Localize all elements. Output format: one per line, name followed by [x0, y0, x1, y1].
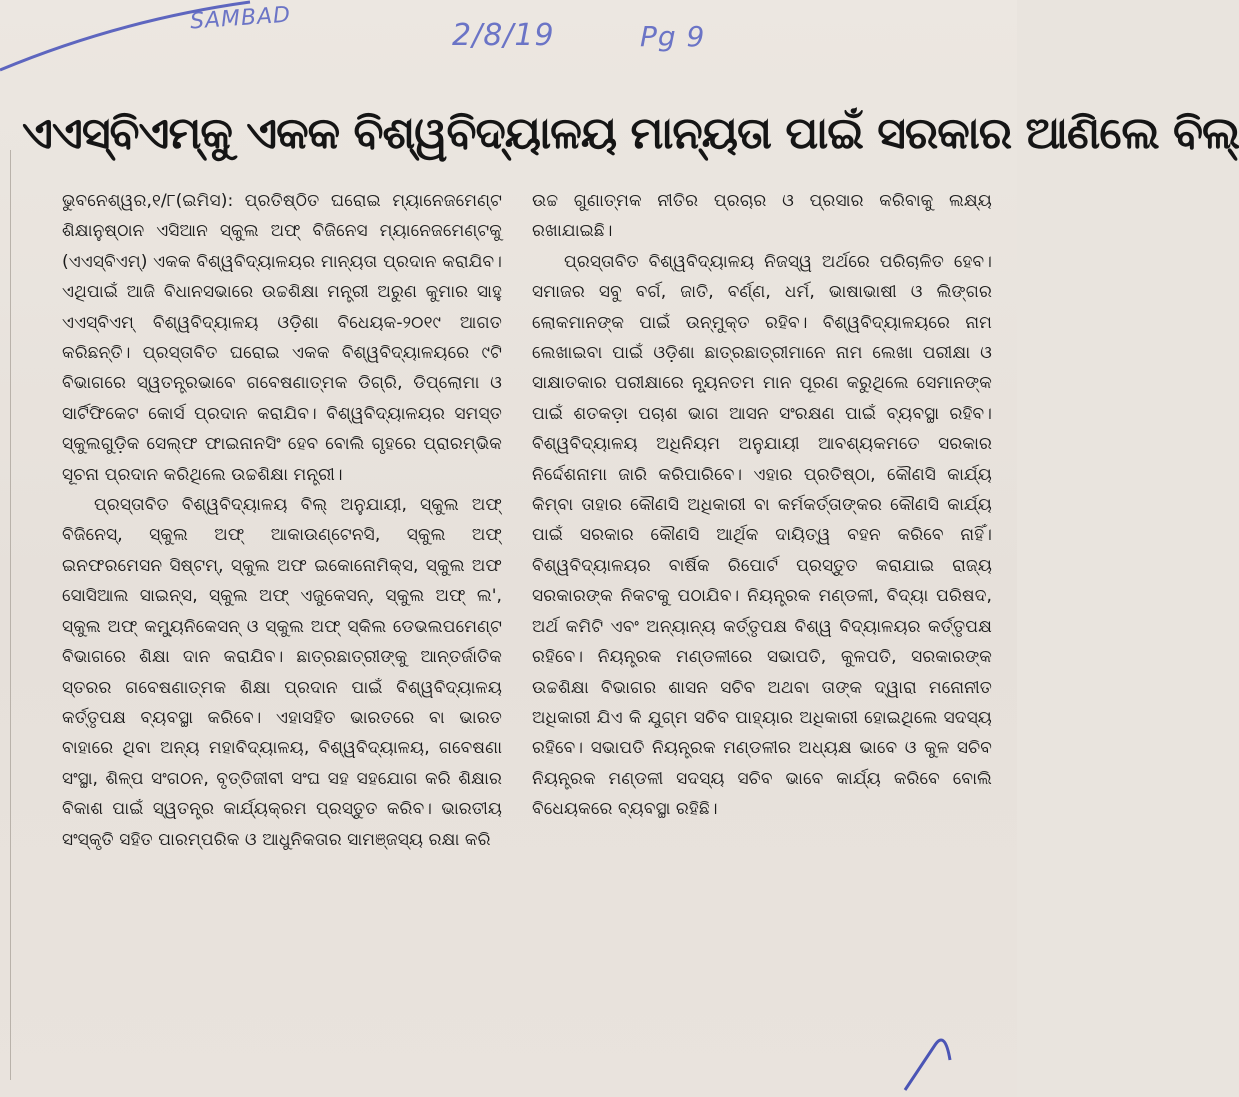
article-paragraph: ଭୁବନେଶ୍ୱର,୧/୮(ଇମିସ): ପ୍ରତିଷ୍ଠିତ ଘରୋଇ ମ୍ୟାନେଜମେଣ୍ଟ ଶିକ୍ଷାନୁଷ୍ଠାନ ଏସିଆନ ସ୍କୁଲ ଅଫ୍ ବିଜିନେସ ମ୍ୟାନେଜମେଣ୍ଟକୁ (ଏଏସ୍‌ବିଏମ୍) ଏକକ ବିଶ୍ୱବିଦ୍ୟାଳୟର ମାନ୍ୟତା ପ୍ରଦାନ କରାଯିବ। ଏଥିପାଇଁ ଆଜି ବିଧାନସଭାରେ ଉଚ୍ଚଶିକ୍ଷା ମନ୍ତ୍ରୀ ଅରୁଣ କୁମାର ସାହୁ ଏଏସ୍‌ବିଏମ୍ ବିଶ୍ୱବିଦ୍ୟାଳୟ ଓଡ଼ିଶା ବିଧେୟକ-୨୦୧୯ ଆଗତ କରିଛନ୍ତି। ପ୍ରସ୍ତାବିତ ଘରୋଇ ଏକକ ବିଶ୍ୱବିଦ୍ୟାଳୟରେ ୯ଟି ବିଭାଗରେ ସ୍ୱତନ୍ତ୍ରଭାବେ ଗବେଷଣାତ୍ମକ ଡିଗ୍ରି, ଡିପ୍ଲୋମା ଓ ସାର୍ଟିଫିକେଟ କୋର୍ସ ପ୍ରଦାନ କରାଯିବ। ବିଶ୍ୱବିଦ୍ୟାଳୟର ସମସ୍ତ ସ୍କୁଲଗୁଡ଼ିକ ସେଲ୍ଫ ଫାଇନାନସିଂ ହେବ ବୋଲି ଗୃହରେ ପ୍ରାରମ୍ଭିକ ସୂଚନା ପ୍ରଦାନ କରିଥିଲେ ଉଚ୍ଚଶିକ୍ଷା ମନ୍ତ୍ରୀ। — [62, 191, 502, 485]
page-stamp: Pg 9 — [640, 20, 706, 53]
article-paragraph: ପ୍ରସ୍ତାବିତ ବିଶ୍ୱବିଦ୍ୟାଳୟ ବିଲ୍ ଅନୁଯାୟୀ, ସ୍କୁଲ ଅଫ୍ ବିଜିନେସ୍, ସ୍କୁଲ ଅଫ୍ ଆକାଉଣ୍ଟେନସି, ସ୍କୁଲ ଅଫ୍ ଇନଫରମେସନ ସିଷ୍ଟମ୍, ସ୍କୁଲ ଅଫ ଇକୋନୋମିକ୍ସ, ସ୍କୁଲ ଅଫ ସୋସିଆଲ ସାଇନ୍ସ, ସ୍କୁଲ ଅଫ୍ ଏଜୁକେସନ୍, ସ୍କୁଲ ଅଫ୍ ଲ', ସ୍କୁଲ ଅଫ୍ କମ୍ୟୁନିକେସନ୍ ଓ ସ୍କୁଲ ଅଫ୍ ସ୍କିଲ ଡେଭଲପମେଣ୍ଟ ବିଭାଗରେ ଶିକ୍ଷା ଦାନ କରାଯିବ। ଛାତ୍ରଛାତ୍ରୀଙ୍କୁ ଆନ୍ତର୍ଜାତିକ ସ୍ତରର ଗବେଷଣାତ୍ମକ ଶିକ୍ଷା ପ୍ରଦାନ ପାଇଁ ବିଶ୍ୱବିଦ୍ୟାଳୟ କର୍ତ୍ତୃପକ୍ଷ ବ୍ୟବସ୍ଥା କରିବେ। ଏହାସହିତ ଭାରତରେ ବା ଭାରତ ବାହାରେ ଥିବା ଅନ୍ୟ ମହାବିଦ୍ୟାଳୟ, ବିଶ୍ୱବିଦ୍ୟାଳୟ, ଗବେଷଣା ସଂସ୍ଥା, ଶିଳ୍ପ ସଂଗଠନ, ବୃତ୍ତିଜୀବୀ ସଂଘ ସହ ସହଯୋଗ କରି ଶିକ୍ଷାର ବିକାଶ ପାଇଁ ସ୍ୱତନ୍ତ୍ର କାର୍ଯ୍ୟକ୍ରମ ପ୍ରସ୍ତୁତ କରିବ। ଭାରତୀୟ ସଂସ୍କୃତି ସହିତ ପାରମ୍ପରିକ ଓ ଆଧୁନିକତାର ସାମଞ୍ଜସ୍ୟ ରକ୍ଷା କରି — [62, 495, 502, 850]
article-column-right — [532, 186, 992, 825]
column-rule — [10, 150, 11, 1080]
source-stamp: SAMBAD — [189, 2, 292, 35]
article-column-left — [62, 186, 502, 855]
date-stamp: 2/8/19 — [452, 18, 555, 53]
article-paragraph: ଉଚ୍ଚ ଗୁଣାତ୍ମକ ନୀତିର ପ୍ରଚାର ଓ ପ୍ରସାର କରିବାକୁ ଲକ୍ଷ୍ୟ ରଖାଯାଇଛି। — [532, 191, 992, 242]
headline: ଏଏସ୍‌ବିଏମ୍‌କୁ ଏକକ ବିଶ୍ୱବିଦ୍ୟାଳୟ ମାନ୍ୟତା ପାଇଁ ସରକାର ଆଣିଲେ ବିଲ୍‌ — [22, 108, 1239, 160]
article-paragraph: ପ୍ରସ୍ତାବିତ ବିଶ୍ୱବିଦ୍ୟାଳୟ ନିଜସ୍ୱ ଅର୍ଥରେ ପରିଚାଳିତ ହେବ। ସମାଜର ସବୁ ବର୍ଗ, ଜାତି, ବର୍ଣ୍ଣ, ଧର୍ମ, ଭାଷାଭାଷୀ ଓ ଲିଙ୍ଗର ଲୋକମାନଙ୍କ ପାଇଁ ଉନ୍ମୁକ୍ତ ରହିବ। ବିଶ୍ୱବିଦ୍ୟାଳୟରେ ନାମ ଲେଖାଇବା ପାଇଁ ଓଡ଼ିଶା ଛାତ୍ରଛାତ୍ରୀମାନେ ନାମ ଲେଖା ପରୀକ୍ଷା ଓ ସାକ୍ଷାତକାର ପରୀକ୍ଷାରେ ନ୍ୟୂନତମ ମାନ ପୂରଣ କରୁଥିଲେ ସେମାନଙ୍କ ପାଇଁ ଶତକଡ଼ା ପଚାଶ ଭାଗ ଆସନ ସଂରକ୍ଷଣ ପାଇଁ ବ୍ୟବସ୍ଥା ରହିବ। ବିଶ୍ୱବିଦ୍ୟାଳୟ ଅଧିନିୟମ ଅନୁଯାୟୀ ଆବଶ୍ୟକମତେ ସରକାର ନିର୍ଦ୍ଦେଶନାମା ଜାରି କରିପାରିବେ। ଏହାର ପ୍ରତିଷ୍ଠା, କୌଣସି କାର୍ଯ୍ୟ କିମ୍ବା ତାହାର କୌଣସି ଅଧିକାରୀ ବା କର୍ମକର୍ତ୍ତାଙ୍କର କୌଣସି କାର୍ଯ୍ୟ ପାଇଁ ସରକାର କୌଣସି ଆର୍ଥିକ ଦାୟିତ୍ୱ ବହନ କରିବେ ନାହିଁ। ବିଶ୍ୱବିଦ୍ୟାଳୟର ବାର୍ଷିକ ରିପୋର୍ଟ ପ୍ରସ୍ତୁତ କରାଯାଇ ରାଜ୍ୟ ସରକାରଙ୍କ ନିକଟକୁ ପଠାଯିବ। ନିୟନ୍ତ୍ରକ ମଣ୍ଡଳୀ, ବିଦ୍ୟା ପରିଷଦ, ଅର୍ଥ କମିଟି ଏବଂ ଅନ୍ୟାନ୍ୟ କର୍ତ୍ତୃପକ୍ଷ ବିଶ୍ୱ ବିଦ୍ୟାଳୟର କର୍ତ୍ତୃପକ୍ଷ ରହିବେ। ନିୟନ୍ତ୍ରକ ମଣ୍ଡଳୀରେ ସଭାପତି, କୁଳପତି, ସରକାରଙ୍କ ଉଚ୍ଚଶିକ୍ଷା ବିଭାଗର ଶାସନ ସଚିବ ଅଥବା ତାଙ୍କ ଦ୍ୱାରା ମନୋନୀତ ଅଧିକାରୀ ଯିଏ କି ଯୁଗ୍ମ ସଚିବ ପାହ୍ୟାର ଅଧିକାରୀ ହୋଇଥିଲେ ସଦସ୍ୟ ରହିବେ। ସଭାପତି ନିୟନ୍ତ୍ରକ ମଣ୍ଡଳୀର ଅଧ୍ୟକ୍ଷ ଭାବେ ଓ କୁଳ ସଚିବ ନିୟନ୍ତ୍ରକ ମଣ୍ଡଳୀ ସଦସ୍ୟ ସଚିବ ଭାବେ କାର୍ଯ୍ୟ କରିବେ ବୋଲି ବିଧେୟକରେ ବ୍ୟବସ୍ଥା ରହିଛି। — [532, 251, 992, 820]
